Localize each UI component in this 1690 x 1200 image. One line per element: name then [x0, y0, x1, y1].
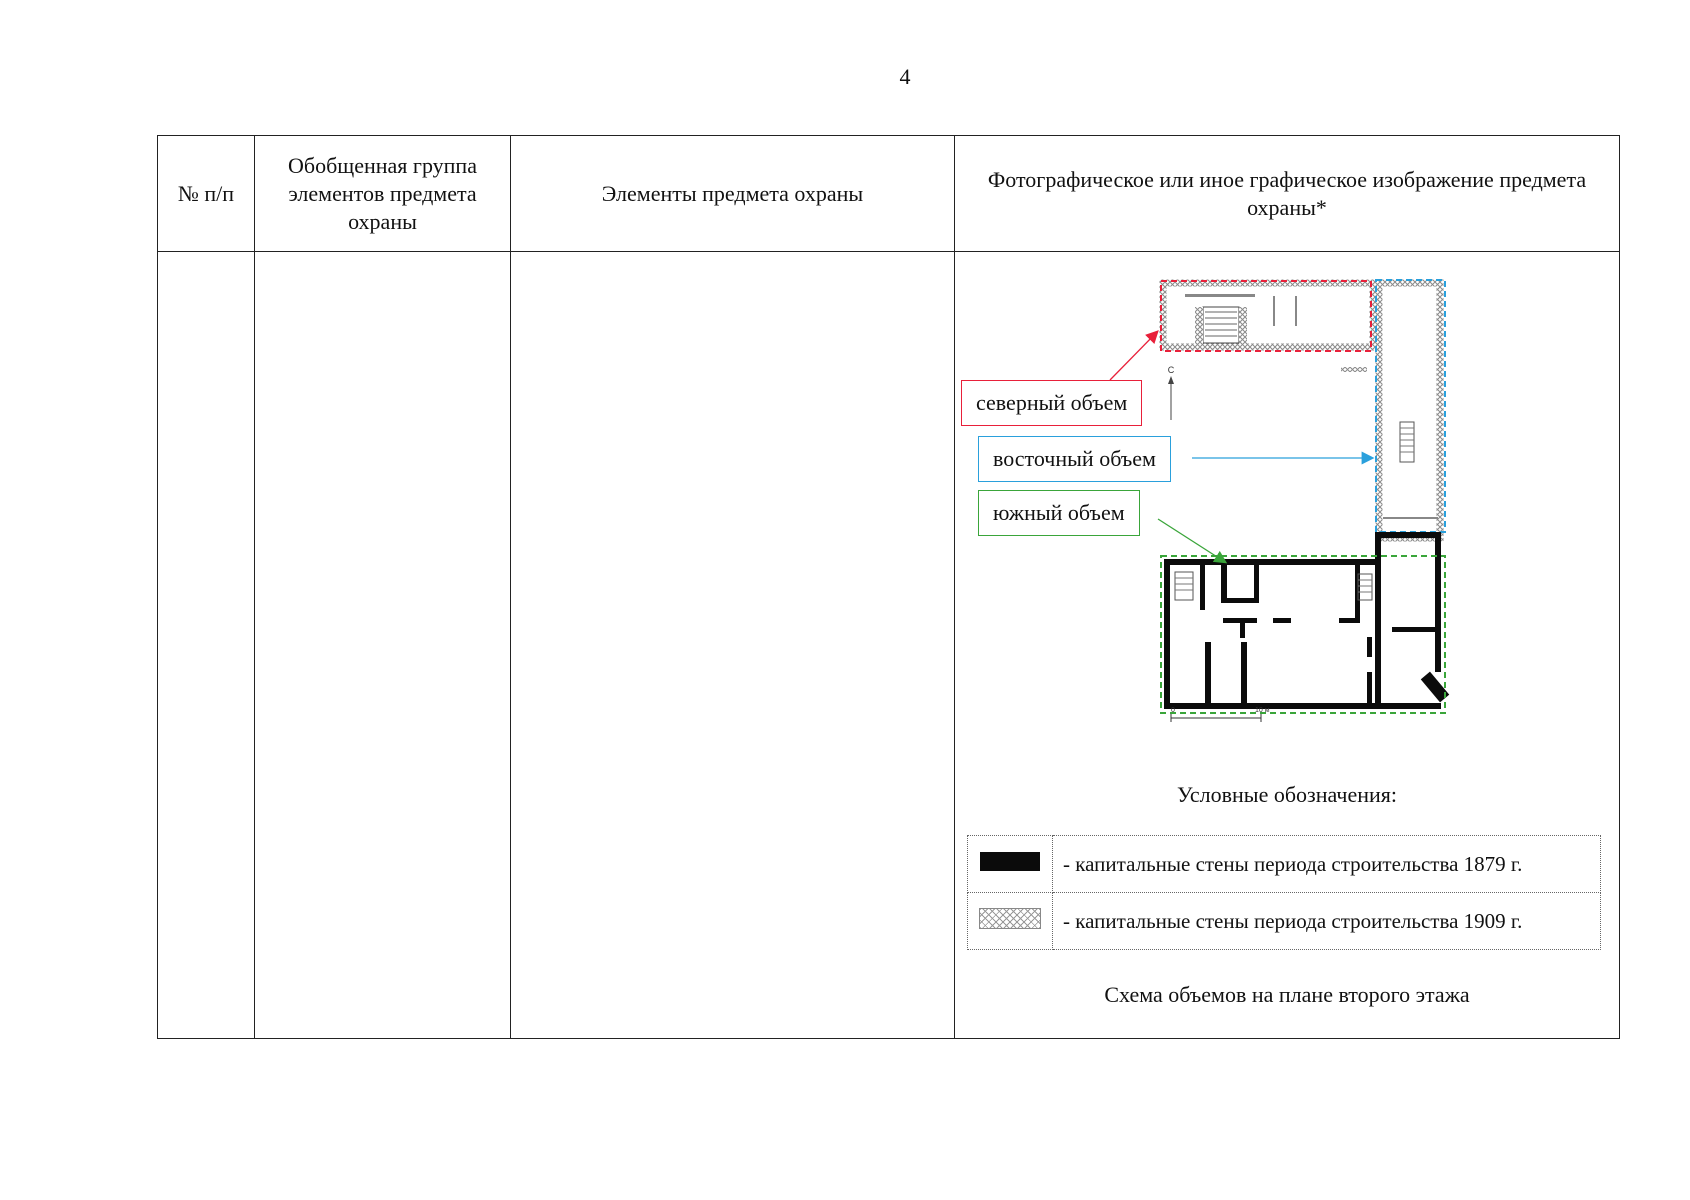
legend-swatch-cell: [968, 893, 1053, 950]
legend-row: [968, 893, 1601, 950]
figure-caption: Схема объемов на плане второго этажа: [1104, 982, 1470, 1007]
legend-swatch-cell: [968, 836, 1053, 893]
solid-black-swatch-icon: [980, 852, 1040, 871]
cell-elements: [511, 252, 955, 1039]
header-number: № п/п: [158, 136, 255, 252]
north-arrow-label: С: [1167, 365, 1175, 375]
north-volume-outline: [1161, 281, 1371, 351]
legend-text: - капитальные стены периода строительства 1909 г.: [1053, 893, 1601, 950]
legend-title: Условные обозначения:: [1176, 782, 1398, 807]
header-group: Обобщенная группа элементов предмета охраны: [255, 136, 511, 252]
cross-hatch-swatch-icon: [979, 908, 1041, 929]
callout-south-volume: южный объем: [978, 490, 1140, 536]
cell-number: [158, 252, 255, 1039]
east-volume-plan: [1341, 283, 1440, 538]
cell-group: [255, 252, 511, 1039]
south-volume-plan: [1164, 532, 1449, 709]
east-volume-outline: [1376, 280, 1445, 532]
legend-text: - капитальные стены периода строительства 1879 г.: [1053, 836, 1601, 893]
north-arrow-icon: [1168, 365, 1175, 420]
header-elements: Элементы предмета охраны: [511, 136, 955, 252]
page-number: 4: [899, 64, 911, 89]
scale-end-label: 10 м: [1255, 707, 1270, 714]
cell-image: [955, 252, 1620, 1039]
header-image: Фотографическое или иное графическое изображение предмета охраны*: [955, 136, 1620, 252]
table-header-row: [158, 136, 1620, 252]
legend-table: [967, 835, 1601, 950]
north-volume-plan: [1163, 283, 1373, 347]
scale-start-label: 0: [1171, 707, 1175, 714]
callout-east-volume: восточный объем: [978, 436, 1171, 482]
legend-row: [968, 836, 1601, 893]
protection-subject-table: [157, 135, 1620, 1039]
callout-north-volume: северный объем: [961, 380, 1142, 426]
north-leader-line: [1110, 332, 1157, 380]
scale-bar: [1171, 707, 1270, 722]
table-row: [158, 252, 1620, 1039]
